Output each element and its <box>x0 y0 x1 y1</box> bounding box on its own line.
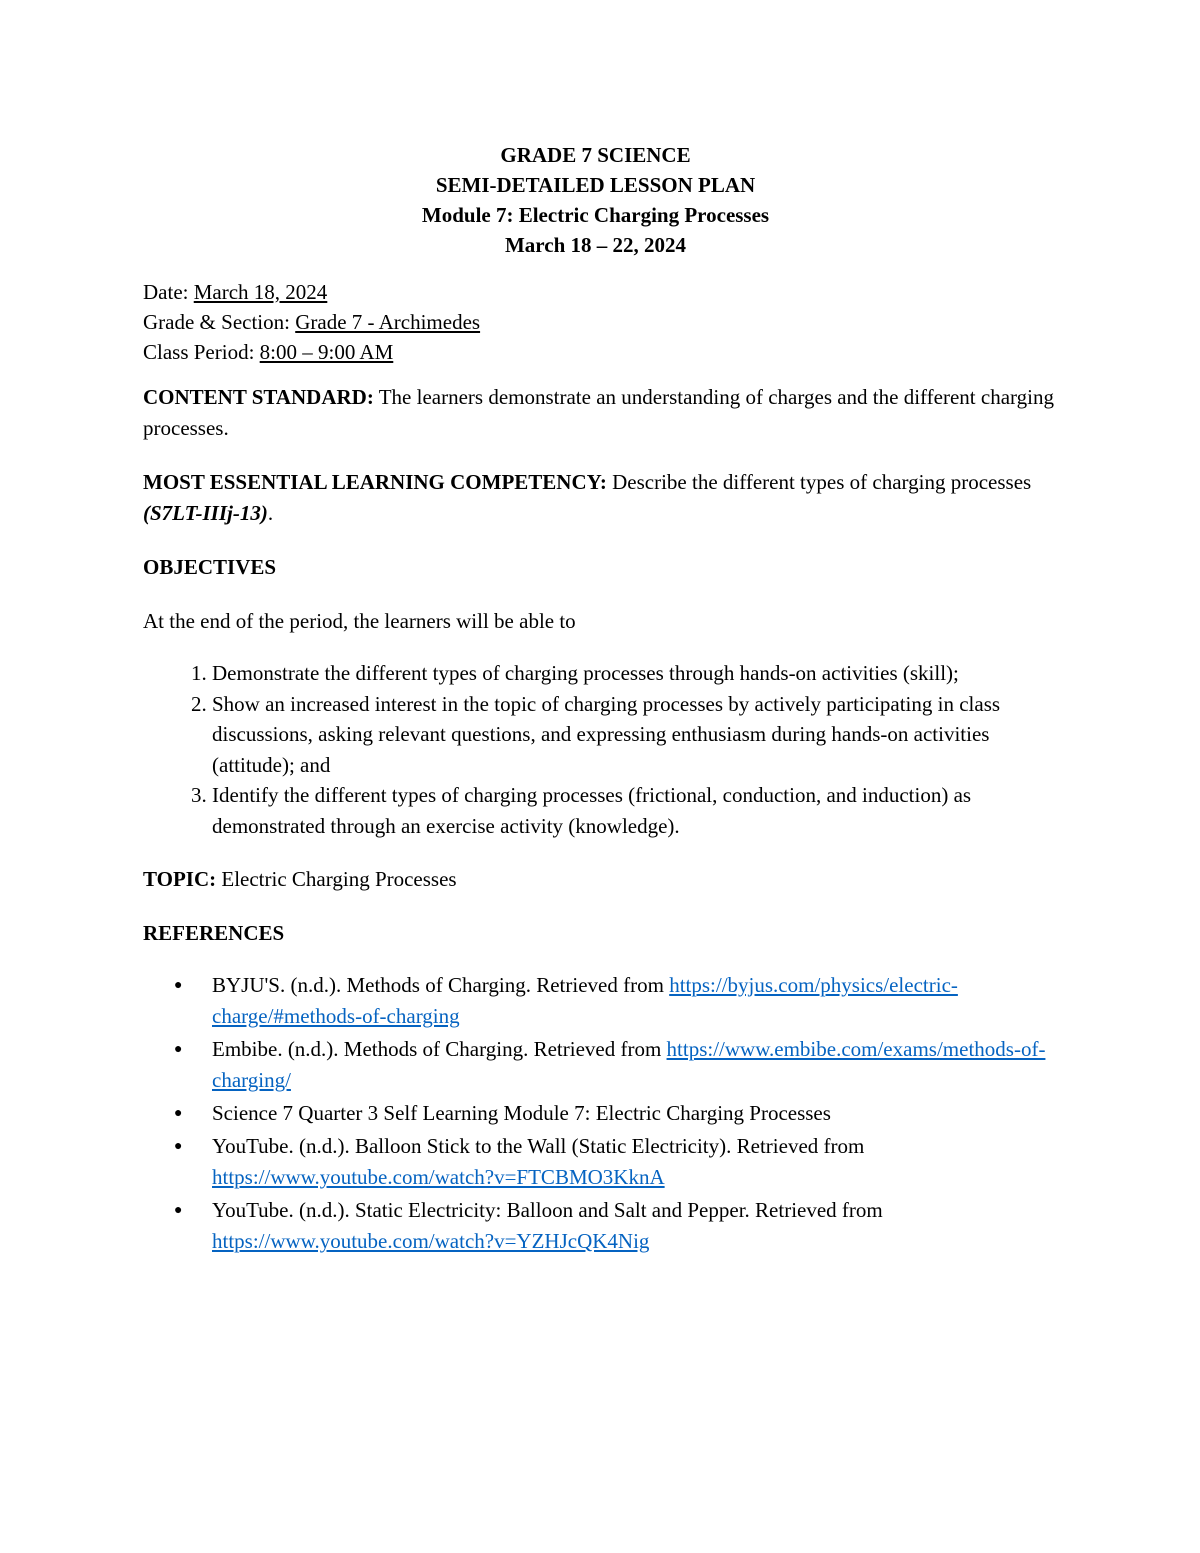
meta-date-label: Date: <box>143 280 194 304</box>
melc-text: Describe the different types of charging processes <box>606 470 1032 494</box>
bullet-icon: ● <box>174 978 183 993</box>
meta-period <box>143 337 1058 367</box>
meta-date <box>143 277 1058 307</box>
document-page <box>143 140 1058 1259</box>
content-standard-text: The learners demonstrate an understanding of charges and the different charging processes. <box>143 385 1054 440</box>
meta-period-label: Class Period: <box>143 340 260 364</box>
header-grade: GRADE 7 SCIENCE <box>500 143 691 167</box>
topic <box>143 864 1058 894</box>
reference-link[interactable]: https://www.embibe.com/exams/methods-of-charging/ <box>212 1037 1046 1092</box>
reference-item <box>174 1195 1058 1257</box>
reference-text: YouTube. (n.d.). Balloon Stick to the Wall (Static Electricity). Retrieved from <box>212 1134 865 1158</box>
meta-date-value: March 18, 2024 <box>193 280 328 304</box>
bullet-icon: ● <box>174 1203 183 1218</box>
header-date-range: March 18 – 22, 2024 <box>504 233 686 257</box>
reference-item <box>174 970 1058 1032</box>
objectives-list <box>143 658 1058 841</box>
bullet-icon: ● <box>174 1106 183 1121</box>
meta-section-value: Grade 7 - Archimedes <box>295 310 481 334</box>
references-heading: REFERENCES <box>143 921 285 945</box>
meta-period-value: 8:00 – 9:00 AM <box>259 340 394 364</box>
meta-section-label: Grade & Section: <box>143 310 296 334</box>
reference-text: BYJU'S. (n.d.). Methods of Charging. Retrieved from <box>212 973 670 997</box>
reference-item <box>174 1034 1058 1096</box>
bullet-icon: ● <box>174 1042 183 1057</box>
reference-item <box>174 1131 1058 1193</box>
melc-end: . <box>267 501 274 525</box>
lesson-meta <box>143 277 1058 367</box>
content-standard-label: CONTENT STANDARD: <box>143 385 374 409</box>
objective-item: 3. Identify the different types of charging processes (frictional, conduction, and induction) as demonstrated through an exercise activity (knowledge). <box>212 780 1058 841</box>
melc-code: (S7LT-IIIj-13) <box>143 501 268 525</box>
header-module: Module 7: Electric Charging Processes <box>421 203 770 227</box>
objective-item: 2. Show an increased interest in the topic of charging processes by actively participating in class discussions, asking relevant questions, and expressing enthusiasm during hands-on activities (attitude); and <box>212 689 1058 781</box>
meta-section <box>143 307 1058 337</box>
header-plan-type: SEMI-DETAILED LESSON PLAN <box>435 173 756 197</box>
topic-text: Electric Charging Processes <box>216 867 457 891</box>
objective-item: 1. Demonstrate the different types of charging processes through hands-on activities (skill); <box>212 658 1058 689</box>
melc <box>143 467 1058 529</box>
references-list <box>143 970 1058 1257</box>
topic-label: TOPIC: <box>143 867 217 891</box>
objectives-intro: At the end of the period, the learners will be able to <box>143 609 576 633</box>
reference-link[interactable]: https://byjus.com/physics/electric-charge/#methods-of-charging <box>212 973 958 1028</box>
reference-text: Science 7 Quarter 3 Self Learning Module 7: Electric Charging Processes <box>212 1101 831 1125</box>
reference-link[interactable]: https://www.youtube.com/watch?v=YZHJcQK4Nig <box>212 1229 650 1253</box>
reference-text: Embibe. (n.d.). Methods of Charging. Retrieved from <box>212 1037 667 1061</box>
reference-text: YouTube. (n.d.). Static Electricity: Balloon and Salt and Pepper. Retrieved from <box>212 1198 883 1222</box>
document-header <box>133 140 1058 260</box>
content-standard <box>143 382 1058 444</box>
reference-item <box>174 1098 1058 1129</box>
bullet-icon: ● <box>174 1139 183 1154</box>
reference-link[interactable]: https://www.youtube.com/watch?v=FTCBMO3KknA <box>212 1165 665 1189</box>
melc-label: MOST ESSENTIAL LEARNING COMPETENCY: <box>143 470 607 494</box>
objectives-heading: OBJECTIVES <box>143 555 277 579</box>
